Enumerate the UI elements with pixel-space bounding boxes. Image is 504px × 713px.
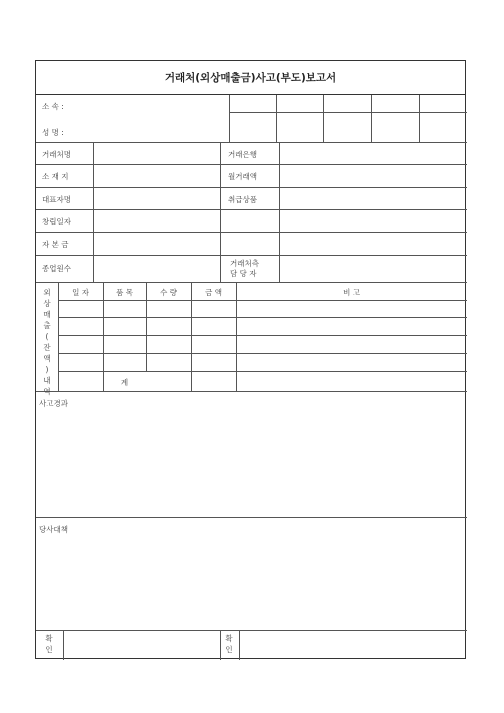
sales-side-label: 외 상 매 출 ( 잔 액 ) 내 역: [43, 288, 51, 396]
founded-label: 창립일자: [42, 217, 71, 226]
client-bank-label: 거래은행: [228, 150, 257, 159]
name-label: 성 명 :: [42, 128, 64, 137]
products-label: 취급상품: [228, 195, 257, 204]
confirm-left-label: 확 인: [45, 634, 53, 654]
col-remark: 비 고: [343, 288, 360, 297]
confirm-right-label: 확 인: [225, 634, 233, 654]
total-label: 계: [120, 378, 129, 387]
capital-label: 자 본 금: [42, 240, 69, 249]
affiliation-label: 소 속 :: [42, 102, 64, 111]
report-form: [35, 60, 466, 659]
col-item: 품 목: [116, 288, 133, 297]
approval-grid: [229, 112, 467, 113]
location-label: 소 재 지: [42, 172, 69, 181]
col-date: 일 자: [72, 288, 89, 297]
incident-section-label: 사고경과: [39, 399, 68, 408]
employees-label: 종업원수: [42, 264, 71, 273]
client-name-label: 거래처명: [42, 150, 71, 159]
client-manager-label-2: 담 당 자: [230, 269, 257, 278]
col-amount: 금 액: [205, 288, 222, 297]
measures-section-label: 당사대책: [39, 525, 68, 534]
monthly-trade-label: 월거래액: [228, 172, 257, 181]
representative-label: 대표자명: [42, 195, 71, 204]
client-manager-label-1: 거래처측: [230, 259, 259, 268]
col-qty: 수 량: [160, 288, 177, 297]
page-title: 거래처(외상매출금)사고(부도)보고서: [36, 61, 465, 95]
